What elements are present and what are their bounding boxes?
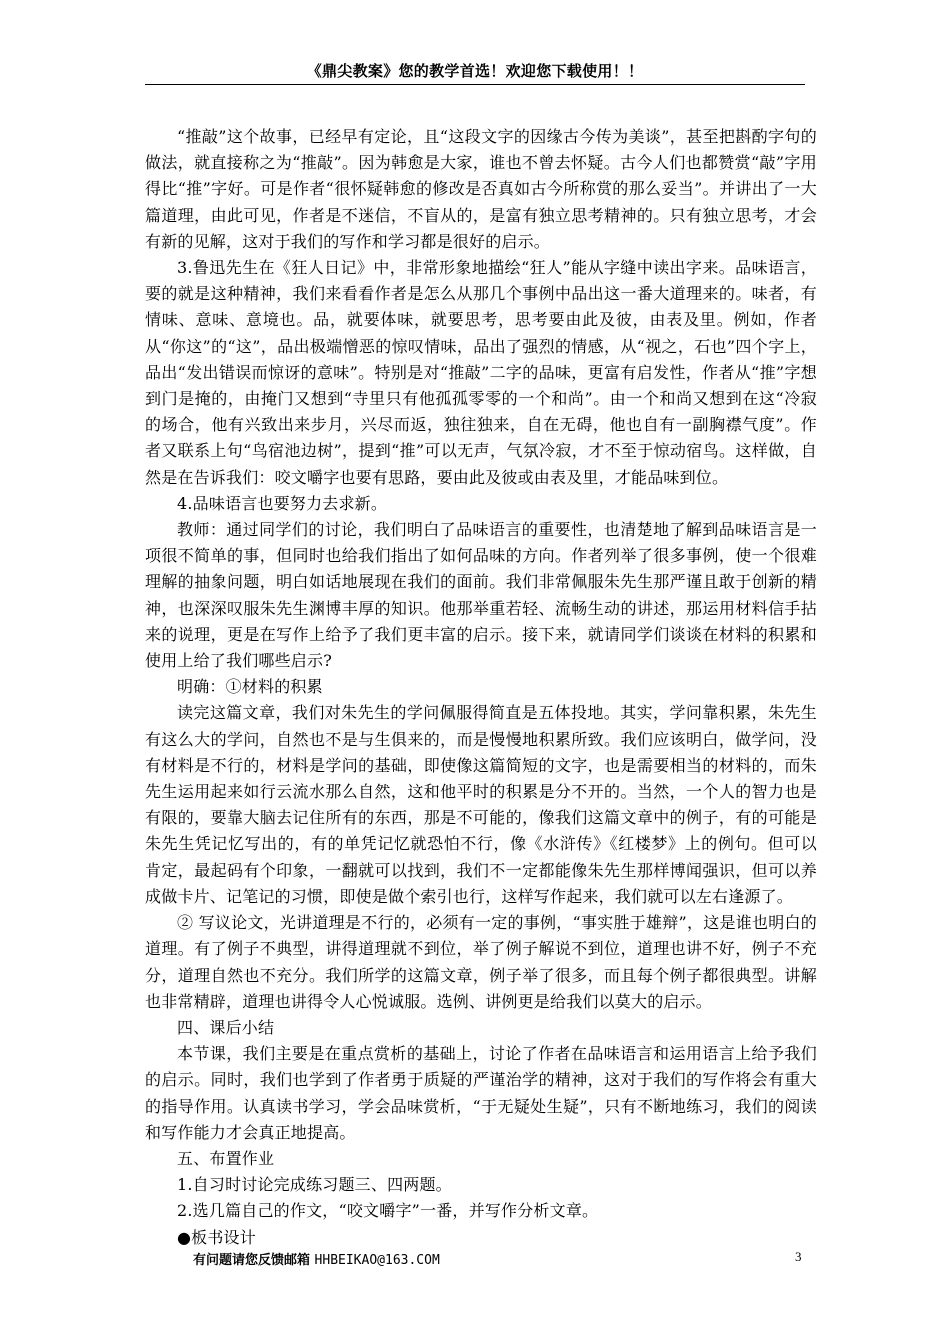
document-body (145, 124, 817, 1251)
section-heading-summary: 四、课后小结 (177, 1017, 275, 1037)
footer-email: HHBEIKAO@163.COM (314, 1253, 440, 1268)
page-header-title: 《鼎尖教案》您的教学首选！欢迎您下载使用！！ (306, 62, 644, 80)
paragraph-clarify: 明确：①材料的积累 (177, 677, 323, 697)
page-footer (193, 1249, 440, 1268)
paragraph-summary: 本节课，我们主要是在重点赏析的基础上，讨论了作者在品味语言和运用语言上给予我们的启示。同时，我们也学到了作者勇于质疑的严谨治学的精神，这对于我们的写作将会有重大的指导作用。认真读书学习，学会品味赏析，“于无疑处生疑”，只有不断地练习，我们的阅读和写作能力才会真正地提高。 (145, 1044, 817, 1142)
page-number: 3 (795, 1249, 802, 1264)
paragraph-accumulation: 读完这篇文章，我们对朱先生的学问佩服得简直是五体投地。其实，学问靠积累，朱先生有这么大的学问，自然也不是与生俱来的，而是慢慢地积累所致。我们应该明白，做学问，没有材料是不行的，材料是学问的基础，即使像这篇简短的文字，也是需要相当的材料的，而朱先生运用起来如行云流水那么自然，这和他平时的积累是分不开的。当然，一个人的智力也是有限的，要靠大脑去记住所有的东西，那是不可能的，像我们这篇文章中的例子，有的可能是朱先生凭记忆写出的，有的单凭记忆就恐怕不行，像《水浒传》《红楼梦》上的例句。但可以肯定，最起码有个印象，一翻就可以找到，我们不一定都能像朱先生那样博闻强识，但可以养成做卡片、记笔记的习惯，即使是做个索引也行，这样写作起来，我们就可以左右逢源了。 (145, 703, 817, 906)
blackboard-design-heading: ●板书设计 (177, 1227, 256, 1247)
paragraph-point-4: 4.品味语言也要努力去求新。 (177, 493, 388, 513)
homework-item-2: 2.选几篇自己的作文，“咬文嚼字”一番，并写作分析文章。 (177, 1201, 599, 1221)
footer-feedback-label: 有问题请您反馈邮箱 (193, 1253, 311, 1268)
paragraph-point-3: 3.鲁迅先生在《狂人日记》中，非常形象地描绘“狂人”能从字缝中读出字来。品味语言，要的就是这种精神，我们来看看作者是怎么从那几个事例中品出这一番大道理来的。味者，有情味、意味、意境也。品，就要体味，就要思考，思考要由此及彼，由表及里。例如，作者从“你这”的“这”，品出极端憎恶的惊叹情味，品出了强烈的情感，从“视之，石也”四个字上，品出“发出错误而惊讶的意味”。特别是对“推敲”二字的品味，更富有启发性，作者从“推”字想到门是掩的，由掩门又想到“寺里只有他孤孤零零的一个和尚”。由一个和尚又想到在这“冷寂的场合，他有兴致出来步月，兴尽而返，独往独来，自在无碍，他也自有一副胸襟气度”。作者又联系上句“鸟宿池边树”，提到“推”可以无声，气氛冷寂，才不至于惊动宿鸟。这样做，自然是在告诉我们：咬文嚼字也要有思路，要由此及彼或由表及里，才能品味到位。 (145, 258, 817, 487)
paragraph-tuiqiao: “推敲”这个故事，已经早有定论，且“这段文字的因缘古今传为美谈”，甚至把斟酌字句的做法，就直接称之为“推敲”。因为韩愈是大家，谁也不曾去怀疑。古今人们也都赞赏“敲”字用得比“推”字好。可是作者“很怀疑韩愈的修改是否真如古今所称赏的那么妥当”。并讲出了一大篇道理，由此可见，作者是不迷信，不盲从的，是富有独立思考精神的。只有独立思考，才会有新的见解，这对于我们的写作和学习都是很好的启示。 (145, 127, 817, 251)
homework-item-1: 1.自习时讨论完成练习题三、四两题。 (177, 1175, 452, 1195)
paragraph-teacher: 教师：通过同学们的讨论，我们明白了品味语言的重要性，也清楚地了解到品味语言是一项很不简单的事，但同时也给我们指出了如何品味的方向。作者列举了很多事例，使一个很难理解的抽象问题，明白如话地展现在我们的面前。我们非常佩服朱先生那严谨且敢于创新的精神，也深深叹服朱先生渊博丰厚的知识。他那举重若轻、流畅生动的讲述，那运用材料信手拈来的说理，更是在写作上给予了我们更丰富的启示。接下来，就请同学们谈谈在材料的积累和使用上给了我们哪些启示? (145, 520, 817, 671)
paragraph-examples: ② 写议论文，光讲道理是不行的，必须有一定的事例，“事实胜于雄辩”，这是谁也明白的道理。有了例子不典型，讲得道理就不到位，举了例子解说不到位，道理也讲不好，例子不充分，道理自然也不充分。我们所学的这篇文章，例子举了很多，而且每个例子都很典型。讲解也非常精辟，道理也讲得令人心悦诚服。选例、讲例更是给我们以莫大的启示。 (145, 913, 817, 1011)
section-heading-homework: 五、布置作业 (177, 1148, 275, 1168)
header-divider (145, 84, 805, 85)
